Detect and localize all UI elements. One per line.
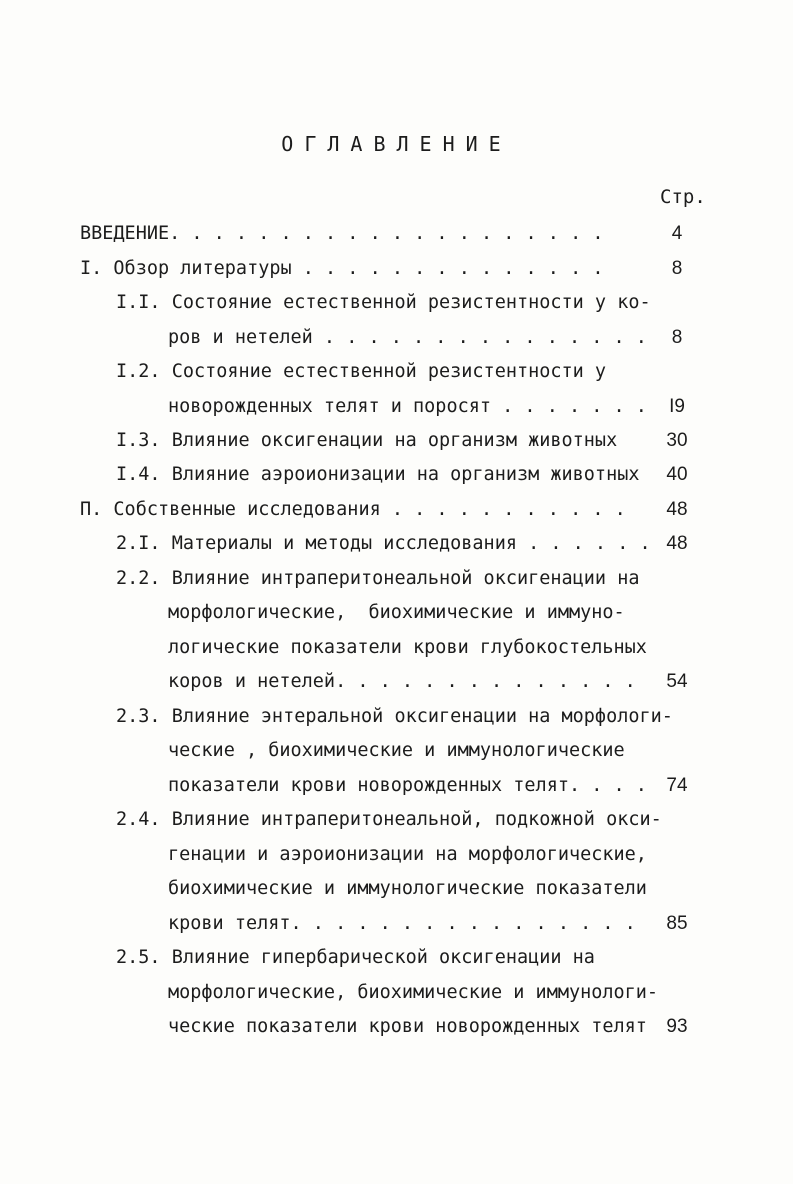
toc-page-number: 48	[666, 499, 688, 520]
toc-page-number: 54	[666, 671, 688, 692]
toc-line-2-2-cont: морфологические, биохимические и иммуно-	[168, 602, 625, 623]
page-column-header: Стр.	[660, 186, 706, 208]
document-title: ОГЛАВЛЕНИЕ	[281, 132, 512, 156]
toc-line-2-5: 2.5. Влияние гипербарической оксигенации на	[116, 947, 595, 968]
toc-page-number: 40	[666, 464, 688, 485]
toc-line-2-4-cont: крови телят. . . . . . . . . . . . . . . .	[168, 913, 636, 934]
toc-line-2-3: 2.3. Влияние энтеральной оксигенации на морфологи-	[116, 706, 673, 727]
toc-line-chapter-1: I. Обзор литературы . . . . . . . . . . . . . .	[80, 258, 604, 279]
toc-line-2-5-cont: ческие показатели крови новорожденных телят	[168, 1016, 647, 1037]
toc-line-2-3-cont: показатели крови новорожденных телят. . . .	[168, 775, 647, 796]
toc-line-1-2: I.2. Состояние естественной резистентности у	[116, 361, 607, 382]
toc-line-2-1: 2.I. Материалы и методы исследования . . . . . .	[116, 533, 651, 554]
toc-page-number: I9	[669, 396, 685, 417]
toc-page-number: 8	[671, 327, 683, 348]
toc-page-number: 93	[666, 1016, 688, 1037]
toc-line-1-2-cont: новорожденных телят и поросят . . . . . . .	[168, 396, 647, 417]
toc-line-2-2-cont: логические показатели крови глубокостельных	[168, 637, 647, 658]
toc-page-number: 85	[666, 913, 688, 934]
toc-line-chapter-2: П. Собственные исследования . . . . . . . . . . .	[80, 499, 626, 520]
toc-line-2-2: 2.2. Влияние интраперитонеальной оксигенации на	[116, 568, 640, 589]
toc-line-2-4: 2.4. Влияние интраперитонеальной, подкожной окси-	[116, 809, 662, 830]
toc-line-1-1-cont: ров и нетелей . . . . . . . . . . . . . . .	[168, 327, 647, 348]
toc-page-number: 48	[666, 533, 688, 554]
toc-line-1-1: I.I. Состояние естественной резистентности у ко-	[116, 292, 651, 313]
toc-line-2-2-cont: коров и нетелей. . . . . . . . . . . . . .	[168, 671, 636, 692]
toc-page-number: 74	[666, 775, 688, 796]
toc-line-2-4-cont: генации и аэроионизации на морфологические,	[168, 844, 647, 865]
toc-page-number: 4	[671, 223, 683, 244]
toc-line-2-3-cont: ческие , биохимические и иммунологические	[168, 740, 625, 761]
toc-line-2-5-cont: морфологические, биохимические и иммунологи-	[168, 982, 659, 1003]
toc-line-1-3: I.3. Влияние оксигенации на организм животных	[116, 430, 618, 451]
toc-line-1-4: I.4. Влияние аэроионизации на организм животных	[116, 464, 640, 485]
toc-line-vvedenie: ВВЕДЕНИЕ. . . . . . . . . . . . . . . . . . . .	[80, 223, 604, 244]
toc-line-2-4-cont: биохимические и иммунологические показатели	[168, 878, 647, 899]
toc-page-number: 8	[671, 258, 683, 279]
toc-page-number: 30	[666, 430, 688, 451]
